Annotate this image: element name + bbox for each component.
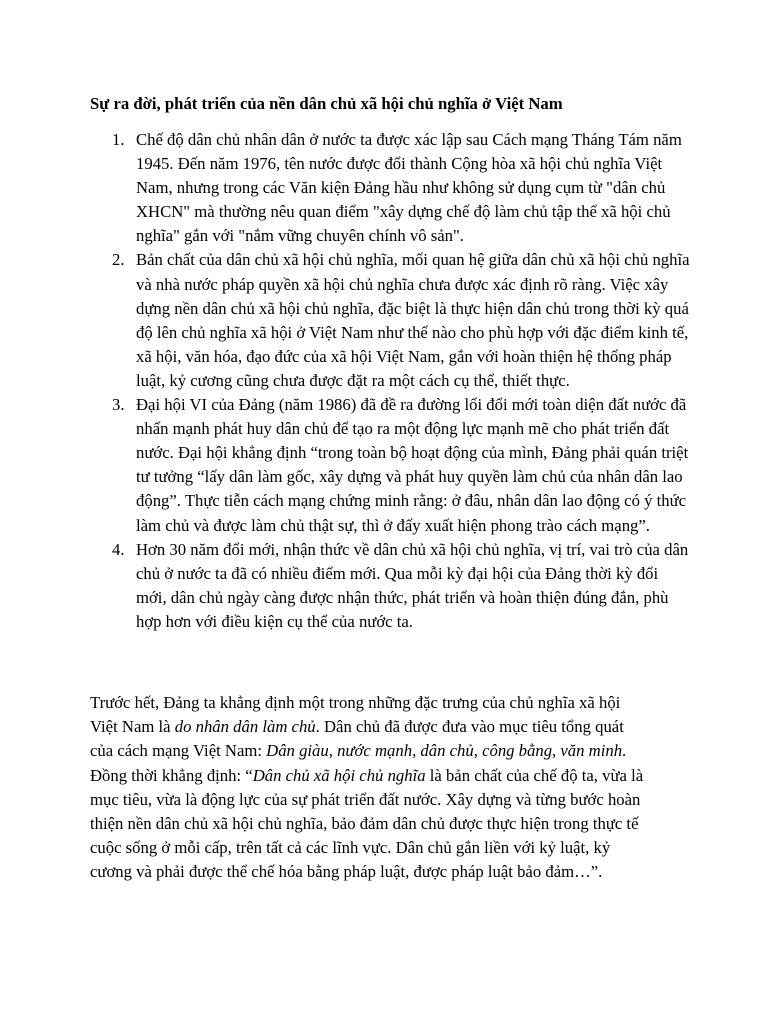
paragraph-italic-text: do nhân dân làm chủ: [174, 717, 316, 737]
list-item: [90, 538, 690, 634]
list-item: [90, 393, 690, 538]
list-item-number: 2.: [112, 250, 125, 270]
list-item-text: Đại hội VI của Đảng (năm 1986) đã đề ra đường lối đổi mới toàn diện đất nước đã nhấn mạnh phát huy dân chủ để tạo ra một động lực mạnh mẽ cho phát triển đất nước. Đại hội khẳng định “trong toàn bộ hoạt động của mình, Đảng phải quán triệt tư tưởng “lấy dân làm gốc, xây dựng và phát huy quyền làm chủ của nhân dân lao động”. Thực tiễn cách mạng chứng minh rằng: ở đâu, nhân dân lao động có ý thức làm chủ và được làm chủ thật sự, thì ở đấy xuất hiện phong trào cách mạng”.: [136, 395, 689, 535]
paragraph-text: là bản chất của chế độ ta, vừa là mục tiêu, vừa là động lực của sự phát triển đất nước. Xây dựng và từng bước hoàn thiện nền dân chủ xã hội chủ nghĩa, bảo đảm dân chủ được thực hiện trong thực tế cuộc sống ở mỗi cấp, trên tất cả các lĩnh vực. Dân chủ gắn liền với kỷ luật, kỷ cương và phải được thể chế hóa bằng pháp luật, được pháp luật bảo đảm…”.: [90, 765, 644, 882]
list-item: [90, 128, 690, 248]
paragraph-text: . Đồng thời khẳng định: “: [90, 741, 627, 785]
list-item-number: 1.: [112, 130, 125, 149]
list-item-text: Chế độ dân chủ nhân dân ở nước ta được xác lập sau Cách mạng Tháng Tám năm 1945. Đến năm 1976, tên nước được đổi thành Cộng hòa xã hội chủ nghĩa Việt Nam, nhưng trong các Văn kiện Đảng hầu như không sử dụng cụm từ "dân chủ XHCN" mà thường nêu quan điểm "xây dựng chế độ làm chủ tập thể xã hội chủ nghĩa" gắn với "nắm vững chuyên chính vô sản".: [136, 130, 682, 246]
paragraph-italic-text: Dân chủ xã hội chủ nghĩa: [252, 765, 426, 785]
list-item: [90, 248, 690, 393]
paragraph-text: . Dân chủ đã được đưa vào mục tiêu tổng quát của cách mạng Việt Nam:: [90, 717, 624, 761]
paragraph-text: Trước hết, Đảng ta khẳng định một trong những đặc trưng của chủ nghĩa xã hội Việt Nam là: [90, 693, 621, 737]
list-item-number: 3.: [112, 395, 125, 415]
list-item-text: Bản chất của dân chủ xã hội chủ nghĩa, mối quan hệ giữa dân chủ xã hội chủ nghĩa và nhà nước pháp quyền xã hội chủ nghĩa chưa được xác định rõ ràng. Việc xây dựng nền dân chủ xã hội chủ nghĩa, đặc biệt là thực hiện dân chủ trong thời kỳ quá độ lên chủ nghĩa xã hội ở Việt Nam như thế nào cho phù hợp với đặc điểm kinh tế, xã hội, văn hóa, đạo đức của xã hội Việt Nam, gắn với hoàn thiện hệ thống pháp luật, kỷ cương cũng chưa được đặt ra một cách cụ thể, thiết thực.: [136, 250, 690, 390]
list-item-text: Hơn 30 năm đổi mới, nhận thức về dân chủ xã hội chủ nghĩa, vị trí, vai trò của dân chủ ở nước ta đã có nhiều điểm mới. Qua mỗi kỳ đại hội của Đảng thời kỳ đổi mới, dân chủ ngày càng được nhận thức, phát triển và hoàn thiện đúng đắn, phù hợp hơn với điều kiện cụ thể của nước ta.: [136, 539, 689, 631]
body-paragraph: [90, 691, 650, 885]
paragraph-italic-text: Dân giàu, nước mạnh, dân chủ, công bằng, văn minh: [266, 741, 623, 761]
numbered-list: [90, 128, 690, 634]
list-item-number: 4.: [112, 539, 125, 559]
document-title: Sự ra đời, phát triển của nền dân chủ xã hội chủ nghĩa ở Việt Nam: [90, 94, 563, 113]
